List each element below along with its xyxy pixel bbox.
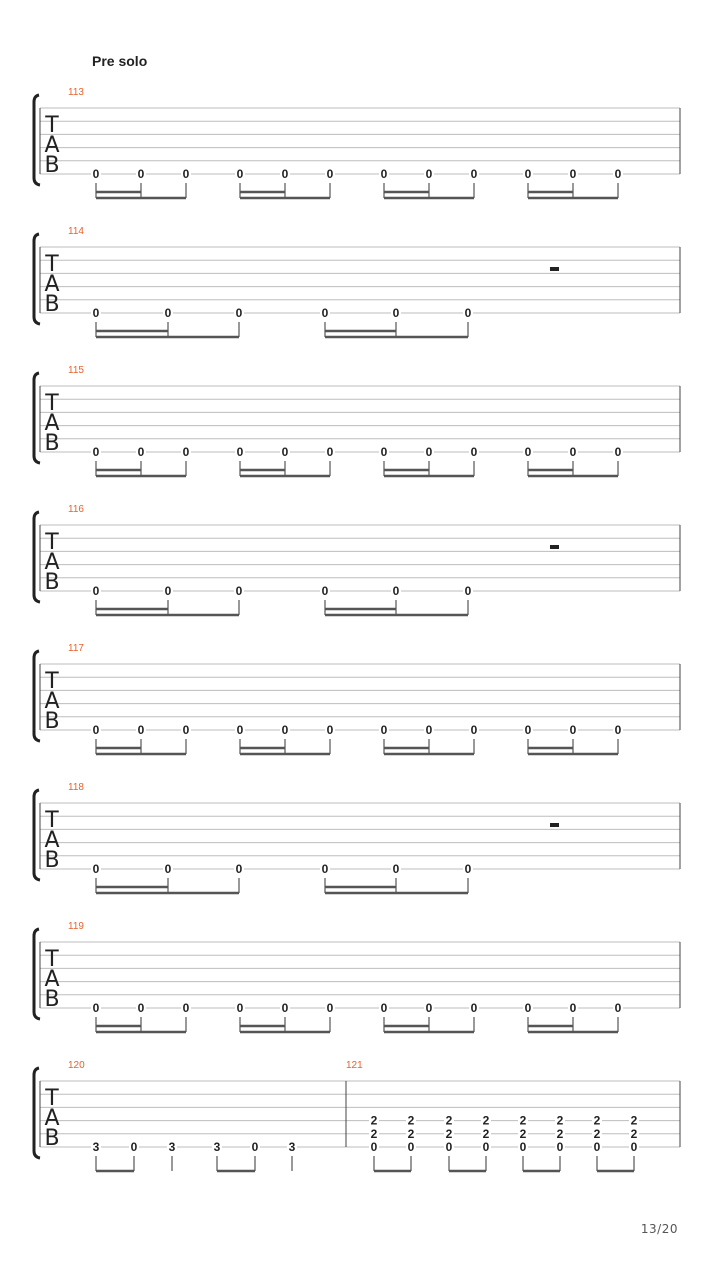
fret-number: 0 xyxy=(92,862,100,876)
fret-number: 0 xyxy=(464,306,472,320)
fret-number: 2 xyxy=(482,1126,490,1141)
fret-number: 2 xyxy=(556,1126,564,1141)
fret-number: 3 xyxy=(288,1140,296,1154)
fret-number: 0 xyxy=(281,167,289,181)
fret-number: 0 xyxy=(92,167,100,181)
fret-number: 0 xyxy=(524,445,532,459)
fret-number: 2 xyxy=(593,1113,601,1128)
fret-number: 0 xyxy=(519,1140,527,1154)
fret-number: 3 xyxy=(92,1140,100,1154)
tab-clef-letter: A xyxy=(44,1106,60,1131)
tab-clef-letter: T xyxy=(45,669,59,694)
tab-clef-letter: T xyxy=(45,808,59,833)
staff-bracket xyxy=(34,1068,40,1158)
fret-number: 0 xyxy=(182,445,190,459)
staff-bracket xyxy=(34,373,40,463)
fret-number: 0 xyxy=(425,1001,433,1015)
tab-clef-letter: A xyxy=(44,272,60,297)
fret-number: 0 xyxy=(236,445,244,459)
fret-number: 0 xyxy=(92,445,100,459)
fret-number: 2 xyxy=(407,1113,415,1128)
fret-number: 0 xyxy=(92,1001,100,1015)
fret-number: 0 xyxy=(614,167,622,181)
fret-number: 0 xyxy=(464,584,472,598)
fret-number: 0 xyxy=(556,1140,564,1154)
fret-number: 0 xyxy=(380,723,388,737)
tab-clef-letter: T xyxy=(45,391,59,416)
fret-number: 0 xyxy=(470,1001,478,1015)
fret-number: 0 xyxy=(425,723,433,737)
measure-number: 115 xyxy=(68,365,84,376)
tab-clef-letter: T xyxy=(45,530,59,555)
fret-number: 0 xyxy=(445,1140,453,1154)
tab-clef-letter: A xyxy=(44,411,60,436)
fret-number: 2 xyxy=(519,1126,527,1141)
section-title: Pre solo xyxy=(92,53,148,69)
staff-system xyxy=(34,87,680,198)
fret-number: 0 xyxy=(281,1001,289,1015)
tab-clef-letter: A xyxy=(44,828,60,853)
fret-number: 0 xyxy=(614,723,622,737)
fret-number: 2 xyxy=(593,1126,601,1141)
fret-number: 2 xyxy=(370,1126,378,1141)
fret-number: 2 xyxy=(630,1113,638,1128)
tab-clef-letter: B xyxy=(44,1126,60,1151)
staff-system xyxy=(34,782,680,893)
fret-number: 0 xyxy=(569,723,577,737)
tab-clef-letter: T xyxy=(45,947,59,972)
measure-number: 118 xyxy=(68,782,84,793)
fret-number: 2 xyxy=(407,1126,415,1141)
fret-number: 0 xyxy=(164,862,172,876)
fret-number: 0 xyxy=(380,167,388,181)
fret-number: 0 xyxy=(569,1001,577,1015)
fret-number: 0 xyxy=(92,584,100,598)
fret-number: 2 xyxy=(370,1113,378,1128)
fret-number: 0 xyxy=(392,862,400,876)
fret-number: 0 xyxy=(524,167,532,181)
tab-clef-letter: B xyxy=(44,431,60,456)
fret-number: 0 xyxy=(130,1140,138,1154)
fret-number: 0 xyxy=(524,723,532,737)
fret-number: 0 xyxy=(137,1001,145,1015)
tab-clef-letter: B xyxy=(44,153,60,178)
fret-number: 0 xyxy=(392,584,400,598)
tab-clef-letter: A xyxy=(44,689,60,714)
fret-number: 0 xyxy=(236,1001,244,1015)
fret-number: 2 xyxy=(519,1113,527,1128)
staff-bracket xyxy=(34,234,40,324)
fret-number: 0 xyxy=(392,306,400,320)
measure-number: 121 xyxy=(346,1060,363,1071)
fret-number: 0 xyxy=(137,167,145,181)
tab-clef-letter: T xyxy=(45,113,59,138)
measure-number: 116 xyxy=(68,504,84,515)
staff-bracket xyxy=(34,512,40,602)
quarter-rest xyxy=(550,267,559,271)
fret-number: 2 xyxy=(630,1126,638,1141)
fret-number: 0 xyxy=(470,445,478,459)
tab-clef-letter: A xyxy=(44,133,60,158)
fret-number: 0 xyxy=(182,1001,190,1015)
fret-number: 3 xyxy=(168,1140,176,1154)
fret-number: 3 xyxy=(213,1140,221,1154)
fret-number: 0 xyxy=(425,445,433,459)
fret-number: 0 xyxy=(630,1140,638,1154)
staff-bracket xyxy=(34,790,40,880)
fret-number: 0 xyxy=(614,1001,622,1015)
fret-number: 0 xyxy=(236,723,244,737)
measure-number: 120 xyxy=(68,1060,85,1071)
staff-bracket xyxy=(34,929,40,1019)
tab-clef-letter: A xyxy=(44,967,60,992)
staff-system xyxy=(34,1060,680,1171)
staff-system xyxy=(34,365,680,476)
quarter-rest xyxy=(550,545,559,549)
fret-number: 0 xyxy=(235,862,243,876)
fret-number: 0 xyxy=(326,1001,334,1015)
quarter-rest xyxy=(550,823,559,827)
tab-clef-letter: B xyxy=(44,848,60,873)
fret-number: 0 xyxy=(235,306,243,320)
fret-number: 0 xyxy=(470,723,478,737)
fret-number: 0 xyxy=(235,584,243,598)
staff-system xyxy=(34,226,680,337)
fret-number: 0 xyxy=(614,445,622,459)
fret-number: 0 xyxy=(407,1140,415,1154)
tab-clef-letter: B xyxy=(44,570,60,595)
fret-number: 2 xyxy=(482,1113,490,1128)
fret-number: 0 xyxy=(524,1001,532,1015)
fret-number: 0 xyxy=(321,862,329,876)
tab-clef-letter: A xyxy=(44,550,60,575)
fret-number: 0 xyxy=(569,445,577,459)
fret-number: 0 xyxy=(593,1140,601,1154)
staff-bracket xyxy=(34,651,40,741)
tab-clef-letter: B xyxy=(44,987,60,1012)
fret-number: 0 xyxy=(281,445,289,459)
fret-number: 2 xyxy=(445,1113,453,1128)
fret-number: 0 xyxy=(326,167,334,181)
measure-number: 114 xyxy=(68,226,84,237)
tab-clef-letter: T xyxy=(45,252,59,277)
fret-number: 0 xyxy=(236,167,244,181)
fret-number: 0 xyxy=(470,167,478,181)
fret-number: 0 xyxy=(425,167,433,181)
fret-number: 0 xyxy=(321,306,329,320)
measure-number: 113 xyxy=(68,87,84,98)
fret-number: 0 xyxy=(326,723,334,737)
staff-bracket xyxy=(34,95,40,185)
fret-number: 0 xyxy=(92,306,100,320)
staff-system xyxy=(34,643,680,754)
fret-number: 0 xyxy=(281,723,289,737)
fret-number: 0 xyxy=(164,306,172,320)
fret-number: 0 xyxy=(326,445,334,459)
staff-system xyxy=(34,921,680,1032)
staff-system xyxy=(34,504,680,615)
fret-number: 0 xyxy=(164,584,172,598)
fret-number: 0 xyxy=(251,1140,259,1154)
fret-number: 0 xyxy=(92,723,100,737)
fret-number: 0 xyxy=(464,862,472,876)
fret-number: 0 xyxy=(182,167,190,181)
fret-number: 2 xyxy=(556,1113,564,1128)
fret-number: 0 xyxy=(137,445,145,459)
tab-clef-letter: B xyxy=(44,709,60,734)
fret-number: 0 xyxy=(321,584,329,598)
measure-number: 119 xyxy=(68,921,84,932)
fret-number: 2 xyxy=(445,1126,453,1141)
fret-number: 0 xyxy=(182,723,190,737)
fret-number: 0 xyxy=(482,1140,490,1154)
fret-number: 0 xyxy=(380,1001,388,1015)
tab-clef-letter: T xyxy=(45,1086,59,1111)
fret-number: 0 xyxy=(137,723,145,737)
fret-number: 0 xyxy=(370,1140,378,1154)
measure-number: 117 xyxy=(68,643,84,654)
tab-clef-letter: B xyxy=(44,292,60,317)
fret-number: 0 xyxy=(569,167,577,181)
fret-number: 0 xyxy=(380,445,388,459)
page-number: 13/20 xyxy=(640,1222,678,1236)
